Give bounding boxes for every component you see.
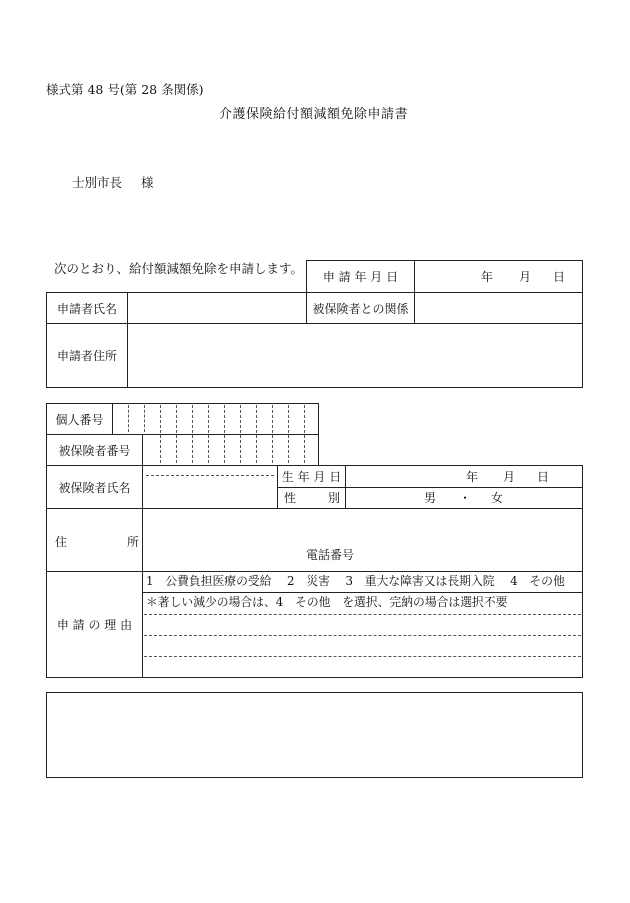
applicant-name-field[interactable] (128, 293, 306, 323)
insured-number-field[interactable] (143, 435, 318, 465)
birth-year: 年 (466, 470, 479, 484)
date-label: 申 請 年 月 日 (322, 270, 399, 284)
reason-options[interactable]: 1 公費負担医療の受給 2 災害 3 重大な障害又は長期入院 4 その他 (146, 574, 565, 588)
date-day: 日 (553, 270, 566, 284)
applicant-table (46, 260, 583, 388)
sex-label (278, 488, 345, 508)
sex-label-part1: 性 (284, 491, 297, 505)
sex-separator: ・ (459, 491, 472, 505)
applicant-name-label: 申請者氏名 (56, 301, 117, 316)
relation-field[interactable] (415, 293, 582, 323)
date-month: 月 (519, 270, 532, 284)
addressee: 士別市長 (72, 175, 123, 190)
personal-number-label: 個人番号 (55, 412, 104, 427)
reason-label: 申 請 の 理 由 (56, 618, 133, 632)
form-number: 様式第 48 号(第 28 条関係) (46, 82, 204, 97)
phone-label: 電話番号 (306, 548, 355, 562)
address-field[interactable] (143, 509, 582, 571)
personal-number-field[interactable] (113, 404, 318, 434)
reason-detail-field[interactable] (143, 615, 582, 677)
applicant-address-label: 申請者住所 (56, 349, 117, 363)
address-label (47, 509, 142, 571)
relation-label: 被保険者との関係 (312, 301, 409, 316)
address-label-part2: 所 (127, 535, 140, 549)
remarks-box[interactable] (46, 692, 583, 778)
birth-field[interactable] (346, 466, 582, 487)
date-year: 年 (481, 270, 494, 284)
insured-name-field[interactable] (143, 466, 277, 508)
birth-label: 生 年 月 日 (281, 470, 342, 484)
insured-number-label: 被保険者番号 (58, 443, 131, 458)
date-value[interactable] (415, 261, 582, 292)
sex-field[interactable] (346, 488, 582, 508)
birth-day: 日 (537, 470, 550, 484)
insured-table (46, 403, 583, 678)
birth-month: 月 (503, 470, 516, 484)
form-title: 介護保険給付額減額免除申請書 (219, 107, 409, 122)
reason-note: ＊著しい減少の場合は、4 その他 を選択、完納の場合は選択不要 (146, 595, 508, 609)
intro-text: 次のとおり、給付額減額免除を申請します。 (54, 261, 304, 276)
sex-male: 男 (424, 491, 437, 505)
applicant-address-field[interactable] (128, 324, 582, 387)
sex-label-part2: 別 (328, 491, 341, 505)
sex-female: 女 (491, 491, 504, 505)
insured-name-label: 被保険者氏名 (58, 480, 131, 495)
address-label-part1: 住 (55, 535, 68, 549)
honorific: 様 (141, 175, 154, 190)
